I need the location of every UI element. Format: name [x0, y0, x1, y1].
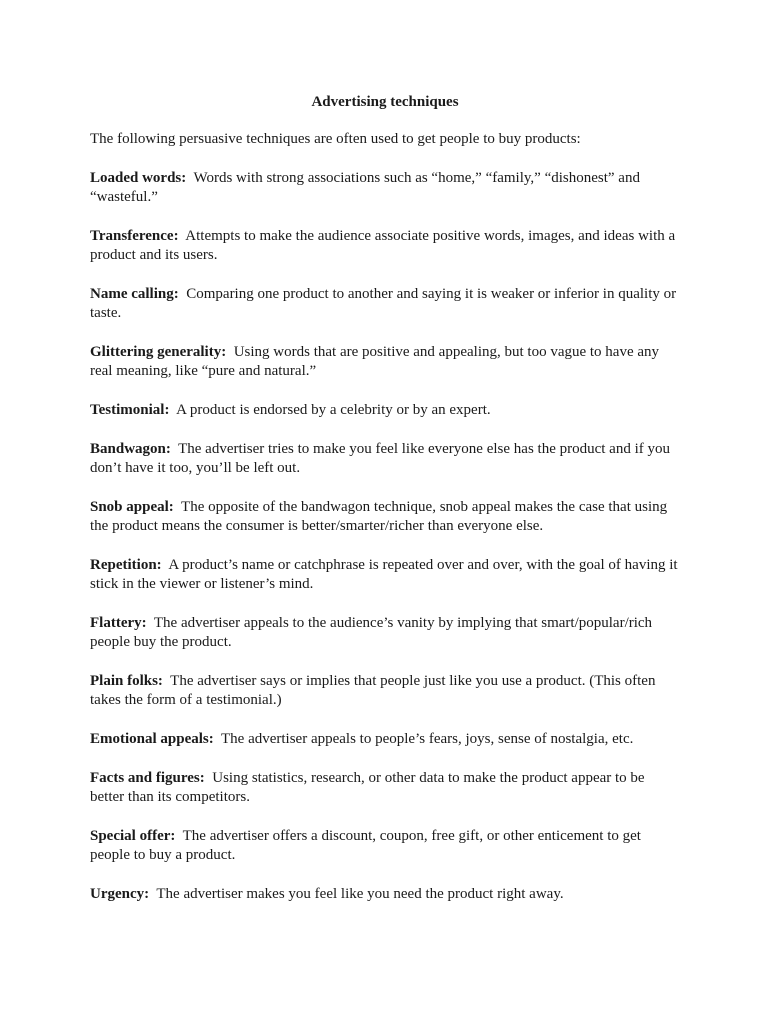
technique-term: Emotional appeals: [90, 731, 214, 747]
document-page [90, 93, 680, 924]
technique-definition: Words with strong associations such as “home,” “family,” “dishonest” and “wasteful.” [90, 170, 640, 205]
technique-testimonial [90, 401, 680, 420]
technique-emotional-appeals [90, 730, 680, 749]
technique-term: Facts and figures: [90, 770, 205, 786]
technique-term: Transference: [90, 228, 179, 244]
technique-term: Bandwagon: [90, 441, 171, 457]
technique-loaded-words [90, 169, 680, 207]
technique-term: Flattery: [90, 615, 147, 631]
technique-facts-and-figures [90, 769, 680, 807]
technique-definition: The opposite of the bandwagon technique, snob appeal makes the case that using the product means the consumer is better/smarter/richer than everyone else. [90, 499, 668, 534]
technique-bandwagon [90, 440, 680, 478]
technique-snob-appeal [90, 498, 680, 536]
technique-term: Testimonial: [90, 402, 170, 418]
technique-definition: The advertiser tries to make you feel like everyone else has the product and if you don’t have it too, you’ll be left out. [90, 441, 670, 476]
technique-plain-folks [90, 672, 680, 710]
technique-term: Name calling: [90, 286, 179, 302]
technique-glittering-generality [90, 343, 680, 381]
technique-definition: Using statistics, research, or other data to make the product appear to be better than its competitors. [90, 770, 645, 805]
technique-term: Urgency: [90, 886, 150, 902]
technique-special-offer [90, 827, 680, 865]
technique-definition: Comparing one product to another and saying it is weaker or inferior in quality or taste. [90, 286, 677, 321]
technique-definition: The advertiser appeals to people’s fears, joys, sense of nostalgia, etc. [221, 731, 634, 747]
technique-repetition [90, 556, 680, 594]
technique-urgency [90, 885, 680, 904]
document-title: Advertising techniques [311, 94, 459, 110]
technique-term: Glittering generality: [90, 344, 227, 360]
technique-definition: The advertiser appeals to the audience’s vanity by implying that smart/popular/rich people buy the product. [90, 615, 653, 650]
technique-definition: Using words that are positive and appealing, but too vague to have any real meaning, like “pure and natural.” [90, 344, 660, 379]
technique-flattery [90, 614, 680, 652]
technique-name-calling [90, 285, 680, 323]
technique-definition: A product is endorsed by a celebrity or by an expert. [176, 402, 491, 418]
technique-term: Snob appeal: [90, 499, 174, 515]
technique-term: Plain folks: [90, 673, 163, 689]
technique-transference [90, 227, 680, 265]
technique-definition: The advertiser offers a discount, coupon, free gift, or other enticement to get people to buy a product. [90, 828, 641, 863]
technique-term: Loaded words: [90, 170, 187, 186]
technique-definition: A product’s name or catchphrase is repeated over and over, with the goal of having it stick in the viewer or listener’s mind. [90, 557, 678, 592]
technique-term: Repetition: [90, 557, 162, 573]
technique-definition: The advertiser makes you feel like you need the product right away. [156, 886, 564, 902]
technique-definition: The advertiser says or implies that people just like you use a product. (This often takes the form of a testimonial.) [90, 673, 656, 708]
technique-definition: Attempts to make the audience associate positive words, images, and ideas with a product and its users. [90, 228, 676, 263]
technique-term: Special offer: [90, 828, 176, 844]
document-intro: The following persuasive techniques are often used to get people to buy products: [90, 131, 581, 147]
